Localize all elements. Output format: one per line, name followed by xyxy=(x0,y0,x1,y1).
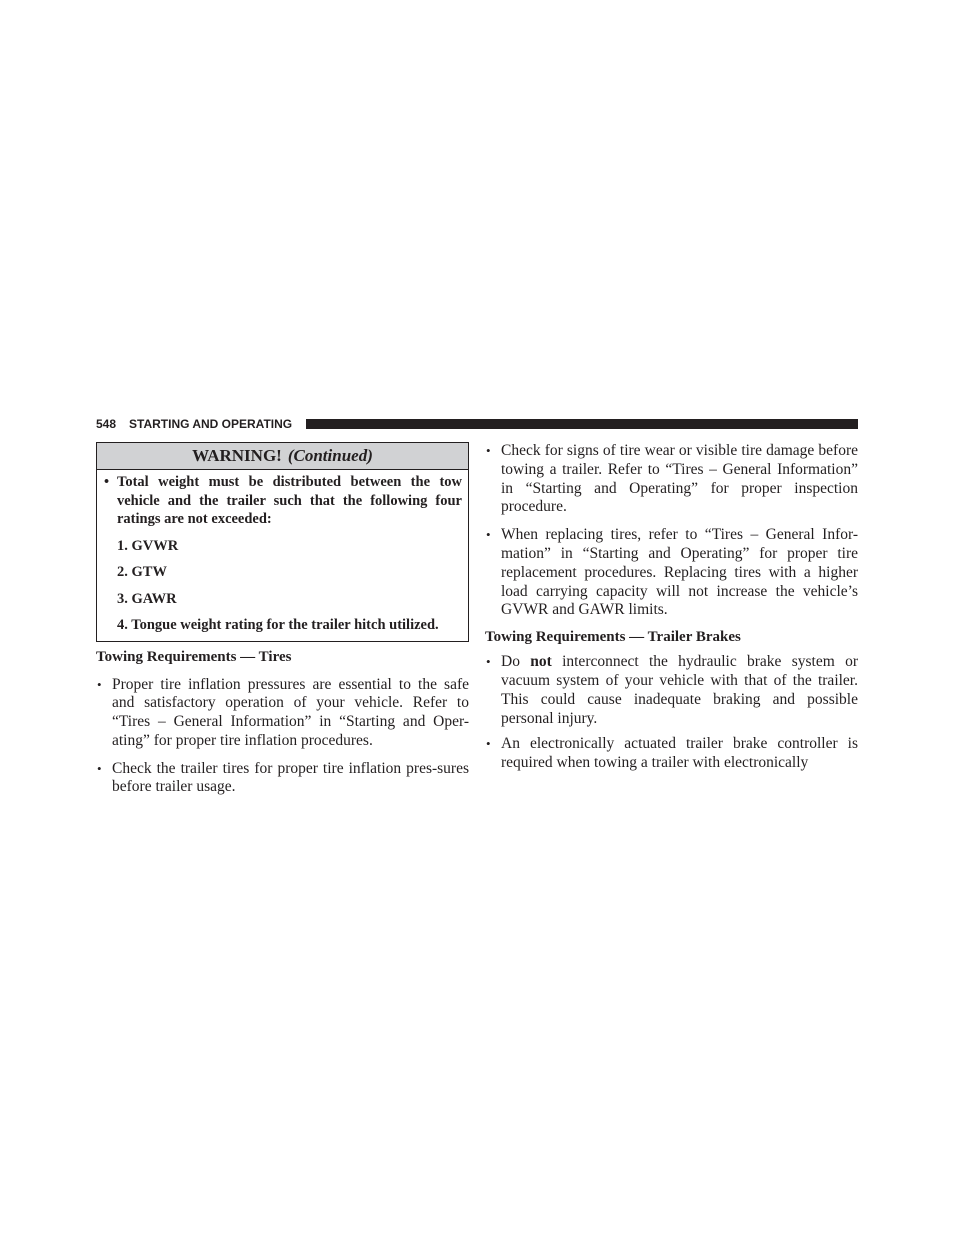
bullet-icon: • xyxy=(104,474,110,490)
warning-body xyxy=(97,470,468,641)
list-item xyxy=(96,760,469,798)
list-item-text: Check for signs of tire wear or visible tire damage before towing a trailer. Refer to “Tires – General Information” in “Starting and Operating” for proper inspection procedure. xyxy=(501,442,858,516)
warning-header xyxy=(97,443,468,470)
bullet-icon: • xyxy=(97,760,102,776)
list-item xyxy=(485,442,858,517)
list-item xyxy=(485,653,858,728)
rating-item: 1. GVWR xyxy=(117,537,179,554)
section-title: STARTING AND OPERATING xyxy=(129,417,293,431)
list-item-text: Check the trailer tires for proper tire inflation pres-sures before trailer usage. xyxy=(112,759,469,796)
warning-title: WARNING! xyxy=(192,446,282,465)
bullet-icon: • xyxy=(486,736,491,752)
bullet-icon: • xyxy=(486,443,491,458)
tires-heading: Towing Requirements — Tires xyxy=(96,648,292,665)
warning-continued: (Continued) xyxy=(287,446,373,465)
brakes-bullet-prefix: Do xyxy=(501,653,531,671)
list-item xyxy=(96,676,469,751)
rating-item: 4. Tongue weight rating for the trailer hitch utilized. xyxy=(117,617,439,633)
bullet-icon: • xyxy=(486,654,491,670)
header-rule xyxy=(306,419,858,429)
list-item xyxy=(485,735,858,773)
left-column xyxy=(96,442,469,797)
emphasis-not: not xyxy=(530,653,552,671)
right-column xyxy=(485,442,858,773)
list-item-text xyxy=(501,653,858,726)
list-item-text: Proper tire inflation pressures are essential to the safe and satisfactory operation of your vehicle. Refer to “Tires – General Information” in “Starting and Oper-ating” for proper tire inflation procedures. xyxy=(112,675,469,749)
warning-bullet-text: Total weight must be distributed between the tow vehicle and the trailer such that the following four ratings are not exceeded: xyxy=(117,474,462,527)
bullet-icon: • xyxy=(486,527,491,543)
list-item-text: When replacing tires, refer to “Tires – General Infor-mation” in “Starting and Operating” for proper tire replacement procedures. Replacing tires with a higher load carrying capacity will not increase the vehicle’s GVWR and GAWR limits. xyxy=(501,526,858,619)
warning-box xyxy=(96,442,469,642)
list-item xyxy=(485,526,858,620)
bullet-icon: • xyxy=(97,676,102,692)
list-item-text: An electronically actuated trailer brake controller is required when towing a trailer with electronically xyxy=(501,735,858,772)
brakes-bullet-rest: interconnect the hydraulic brake system or vacuum system of your vehicle with that of the trailer. This could cause inadequate braking and possible personal injury. xyxy=(501,653,858,727)
rating-item: 2. GTW xyxy=(117,564,167,580)
page-header xyxy=(96,415,858,433)
warning-bullet xyxy=(104,473,462,529)
page-number: 548 xyxy=(96,417,117,431)
brakes-heading: Towing Requirements — Trailer Brakes xyxy=(485,629,741,646)
rating-item: 3. GAWR xyxy=(117,590,177,607)
